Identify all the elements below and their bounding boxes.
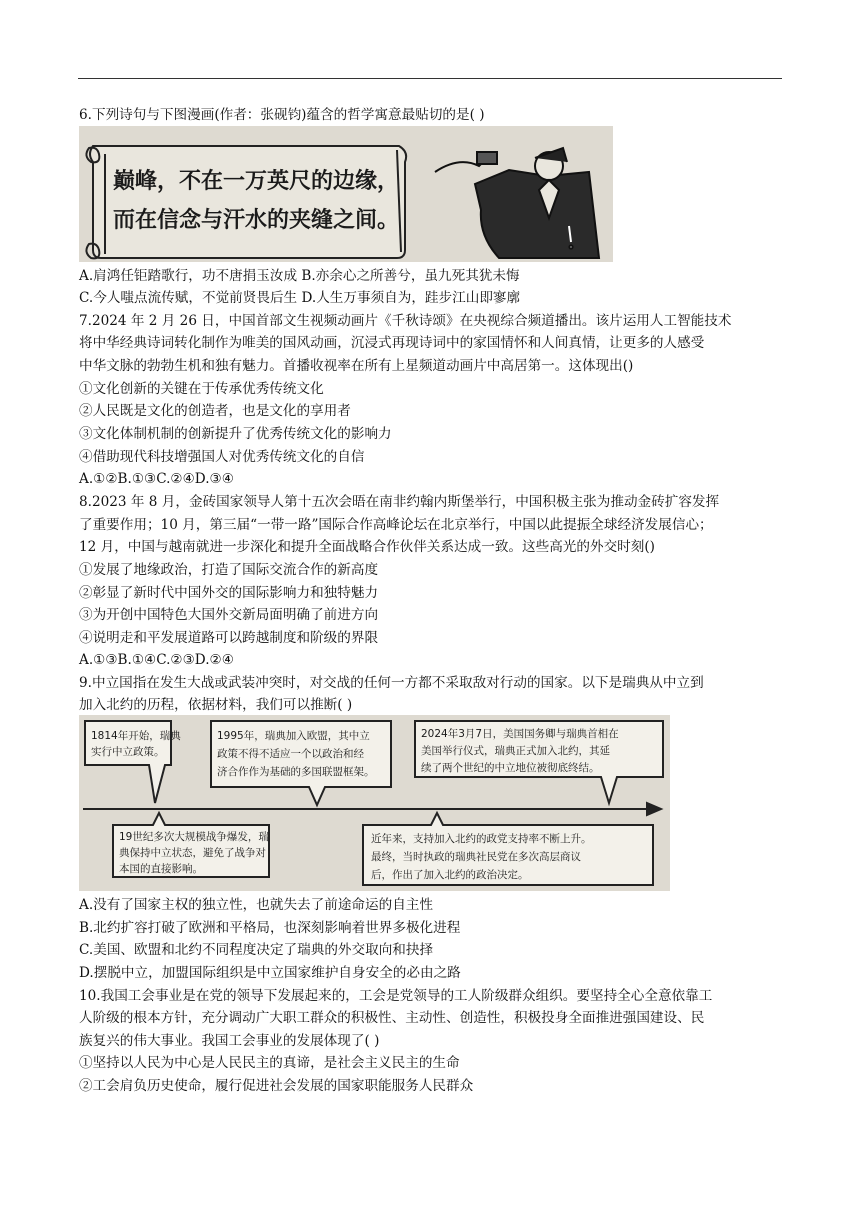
q10-stem-1: 10.我国工会事业是在党的领导下发展起来的，工会是党领导的工人阶级群众组织。要坚持全心全意依靠工 bbox=[79, 988, 713, 1004]
box3-line-2: 美国举行仪式，瑞典正式加入北约，其延 bbox=[421, 745, 610, 757]
q8-stem-2: 了重要作用；10 月，第三届“一带一路”国际合作高峰论坛在北京举行，中国以此提振全球经济发展信心； bbox=[79, 517, 713, 533]
q7-stem-3: 中华文脉的勃勃生机和独有魅力。首播收视率在所有上星频道动画片中高居第一。这体现出() bbox=[79, 358, 634, 374]
q9-timeline-figure bbox=[79, 715, 670, 891]
q10-stem-3: 族复兴的伟大事业。我国工会事业的发展体现了( ) bbox=[79, 1033, 380, 1049]
box5-line-3: 后，作出了加入北约的政治决定。 bbox=[371, 869, 529, 881]
q6-cartoon bbox=[79, 126, 613, 262]
q8-statement-1: ①发展了地缘政治，打造了国际交流合作的新高度 bbox=[79, 562, 379, 578]
q6-options-ab: A.肩鸿任钜踏歌行，功不唐捐玉汝成 B.亦余心之所善兮，虽九死其犹未悔 bbox=[79, 268, 520, 284]
box4-line-1: 19世纪多次大规模战争爆发，瑞 bbox=[119, 831, 269, 843]
q8-statement-3: ③为开创中国特色大国外交新局面明确了前进方向 bbox=[79, 607, 379, 623]
q7-stem-2: 将中华经典诗词转化制作为唯美的国风动画，沉浸式再现诗词中的家国情怀和人间真情，让更多的人感受 bbox=[79, 335, 705, 351]
q9-option-a: A.没有了国家主权的独立性，也就失去了前途命运的自主性 bbox=[79, 897, 433, 913]
q10-statement-2: ②工会肩负历史使命，履行促进社会发展的国家职能服务人民群众 bbox=[79, 1078, 474, 1094]
q7-options: A.①②B.①③C.②④D.③④ bbox=[79, 471, 234, 487]
header-rule bbox=[78, 78, 782, 79]
box2-line-1: 1995年，瑞典加入欧盟，其中立 bbox=[217, 730, 370, 742]
box2-line-2: 政策不得不适应一个以政治和经 bbox=[217, 748, 364, 760]
box3-line-3: 续了两个世纪的中立地位被彻底终结。 bbox=[421, 762, 600, 774]
q9-stem-1: 9.中立国指在发生大战或武装冲突时，对交战的任何一方都不采取敌对行动的国家。以下是瑞典从中立到 bbox=[79, 675, 704, 691]
q9-option-b: B.北约扩容打破了欧洲和平格局，也深刻影响着世界多极化进程 bbox=[79, 920, 461, 936]
climber-figure bbox=[435, 148, 599, 258]
q8-statement-2: ②彰显了新时代中国外交的国际影响力和独特魅力 bbox=[79, 585, 379, 601]
q7-statement-3: ③文化体制机制的创新提升了优秀传统文化的影响力 bbox=[79, 426, 392, 442]
box4-line-2: 典保持中立状态，避免了战争对 bbox=[119, 847, 266, 859]
scroll-banner bbox=[86, 146, 406, 258]
q9-option-d: D.摆脱中立，加盟国际组织是中立国家维护自身安全的必由之路 bbox=[79, 965, 461, 981]
q8-stem-1: 8.2023 年 8 月，金砖国家领导人第十五次会晤在南非约翰内斯堡举行，中国积极主张为推动金砖扩容发挥 bbox=[79, 494, 720, 510]
q6-options-cd: C.今人嗤点流传赋，不觉前贤畏后生 D.人生万事须自为，跬步江山即寥廓 bbox=[79, 290, 521, 306]
box1-line-2: 实行中立政策。 bbox=[91, 746, 165, 758]
q9-option-c: C.美国、欧盟和北约不同程度决定了瑞典的外交取向和抉择 bbox=[79, 942, 434, 958]
q8-options: A.①③B.①④C.②③D.②④ bbox=[79, 652, 234, 668]
q8-stem-3: 12 月，中国与越南就进一步深化和提升全面战略合作伙伴关系达成一致。这些高光的外交时刻() bbox=[79, 539, 655, 555]
box2-line-3: 济合作作为基础的多国联盟框架。 bbox=[217, 766, 375, 778]
q7-stem-1: 7.2024 年 2 月 26 日，中国首部文生视频动画片《千秋诗颂》在央视综合频道播出。该片运用人工智能技术 bbox=[79, 313, 732, 329]
box5-line-2: 最终，当时执政的瑞典社民党在多次高层商议 bbox=[371, 851, 581, 863]
q6-stem: 6.下列诗句与下图漫画(作者：张砚钧)蕴含的哲学寓意最贴切的是( ) bbox=[79, 107, 485, 123]
box4-line-3: 本国的直接影响。 bbox=[119, 863, 203, 875]
box1-line-1: 1814年开始，瑞典 bbox=[91, 730, 181, 742]
cartoon-text-1: 巅峰，不在一万英尺的边缘， bbox=[113, 169, 400, 194]
timeline-arrowhead bbox=[647, 803, 661, 815]
box3-line-1: 2024年3月7日，美国国务卿与瑞典首相在 bbox=[421, 728, 619, 740]
q10-stem-2: 人阶级的根本方针，充分调动广大职工群众的积极性、主动性、创造性，积极投身全面推进强国建设、民 bbox=[79, 1010, 705, 1026]
q10-statement-1: ①坚持以人民为中心是人民民主的真谛，是社会主义民主的生命 bbox=[79, 1055, 460, 1071]
q7-statement-1: ①文化创新的关键在于传承优秀传统文化 bbox=[79, 381, 324, 397]
q8-statement-4: ④说明走和平发展道路可以跨越制度和阶级的界限 bbox=[79, 630, 379, 646]
q7-statement-2: ②人民既是文化的创造者，也是文化的享用者 bbox=[79, 403, 351, 419]
cartoon-text-2: 而在信念与汗水的夹缝之间。 bbox=[113, 208, 400, 233]
box5-line-1: 近年来，支持加入北约的政党支持率不断上升。 bbox=[371, 833, 592, 845]
q7-statement-4: ④借助现代科技增强国人对优秀传统文化的自信 bbox=[79, 449, 365, 465]
q9-stem-2: 加入北约的历程，依据材料，我们可以推断( ) bbox=[79, 697, 353, 713]
